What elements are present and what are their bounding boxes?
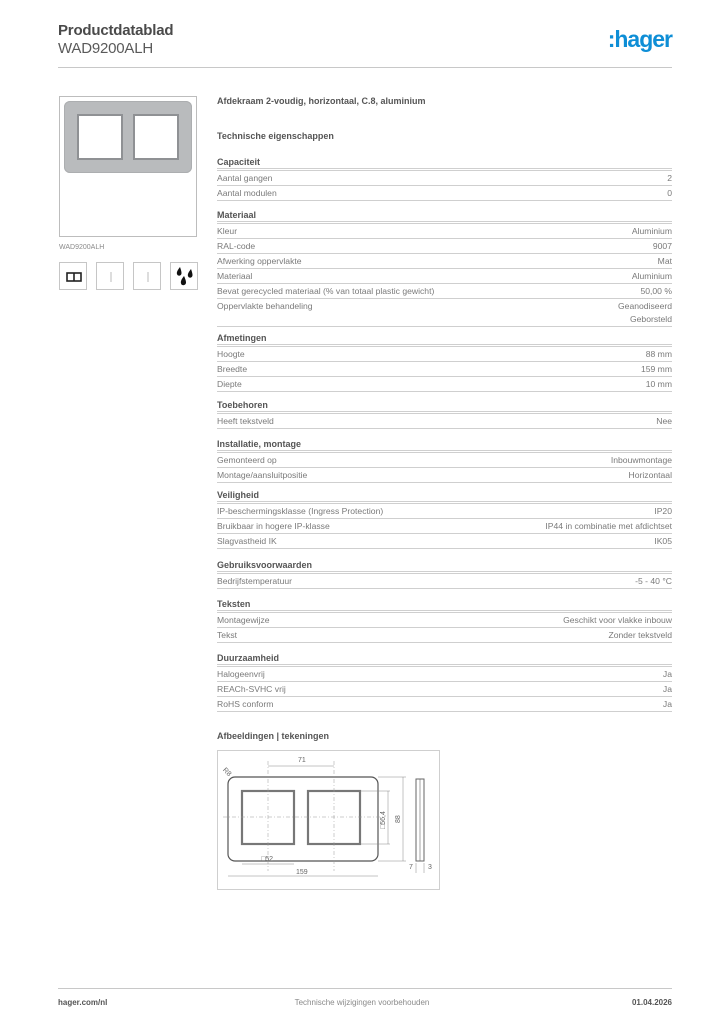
spec-value xyxy=(611,454,672,467)
spec-value xyxy=(646,348,672,361)
spec-label: RoHS conform xyxy=(217,699,274,709)
spec-value-line: 88 mm xyxy=(645,349,672,359)
spec-label: Bevat gerecycled materiaal (% van totaal plastic gewicht) xyxy=(217,286,435,296)
spec-value-line: Aluminium xyxy=(631,271,672,281)
drawings-title: Afbeeldingen | tekeningen xyxy=(217,731,330,741)
spec-value-line: 159 mm xyxy=(640,364,672,374)
spec-section xyxy=(217,559,672,589)
blank-module-icon xyxy=(96,262,124,290)
dim-height: 88 xyxy=(395,815,402,823)
dim-width: 159 xyxy=(296,869,308,876)
spec-value-line: 2 xyxy=(667,173,672,183)
spec-label: Slagvastheid IK xyxy=(217,536,277,546)
dim-depth-a: 7 xyxy=(409,864,413,871)
spec-value xyxy=(632,225,672,238)
spec-row xyxy=(217,697,672,712)
spec-label: IP-beschermingsklasse (Ingress Protection) xyxy=(217,506,384,516)
spec-value-line: Ja xyxy=(662,684,672,694)
disclaimer: Technische wijzigingen voorbehouden xyxy=(294,998,430,1007)
dim-opening-height: □56,4 xyxy=(380,811,387,829)
spec-row xyxy=(217,414,672,429)
spec-value xyxy=(663,698,672,711)
spec-value xyxy=(663,683,672,696)
spec-value xyxy=(618,300,672,326)
spec-label: Montage/aansluitpositie xyxy=(217,470,308,480)
frame-opening-right xyxy=(133,114,179,160)
section-title: Afmetingen xyxy=(217,332,672,347)
spec-value-line: Ja xyxy=(662,669,672,679)
spec-value-line: 10 mm xyxy=(645,379,672,389)
blank-module-icon xyxy=(133,262,161,290)
spec-value xyxy=(608,629,672,642)
spec-value xyxy=(632,270,672,283)
document-title: Productdatablad xyxy=(58,22,174,39)
spec-value-line: IP44 in combinatie met afdichtset xyxy=(545,521,672,531)
image-caption: WAD9200ALH xyxy=(59,244,105,251)
spec-value-line: Geborsteld xyxy=(629,314,672,324)
spec-value-line: 0 xyxy=(667,188,672,198)
section-title: Capaciteit xyxy=(217,156,672,171)
spec-section xyxy=(217,209,672,327)
spec-label: Heeft tekstveld xyxy=(217,416,274,426)
spec-label: Afwerking oppervlakte xyxy=(217,256,302,266)
spec-row xyxy=(217,224,672,239)
spec-value xyxy=(667,172,672,185)
spec-value xyxy=(646,378,672,391)
dim-radius: R8 xyxy=(221,766,233,779)
spec-value xyxy=(545,520,672,533)
spec-value xyxy=(563,614,672,627)
spec-label: Materiaal xyxy=(217,271,253,281)
spec-row xyxy=(217,468,672,483)
dim-pitch: 71 xyxy=(298,757,306,764)
spec-label: Bedrijfstemperatuur xyxy=(217,576,292,586)
section-title: Veiligheid xyxy=(217,489,672,504)
section-title: Installatie, montage xyxy=(217,438,672,453)
technical-drawing xyxy=(217,750,440,890)
spec-row xyxy=(217,186,672,201)
spec-section xyxy=(217,399,672,429)
spec-value-line: IP20 xyxy=(654,506,672,516)
spec-label: Hoogte xyxy=(217,349,245,359)
spec-value-line: Inbouwmontage xyxy=(610,455,672,465)
spec-row xyxy=(217,377,672,392)
spec-section xyxy=(217,652,672,712)
spec-row xyxy=(217,628,672,643)
section-title: Gebruiksvoorwaarden xyxy=(217,559,672,574)
spec-value xyxy=(653,240,672,253)
spec-value-line: Nee xyxy=(656,416,672,426)
spec-row xyxy=(217,347,672,362)
spec-value xyxy=(635,575,672,588)
feature-icons xyxy=(59,262,197,292)
section-title: Materiaal xyxy=(217,209,672,224)
spec-row xyxy=(217,667,672,682)
spec-label: Aantal modulen xyxy=(217,188,277,198)
spec-row xyxy=(217,574,672,589)
spec-row xyxy=(217,519,672,534)
spec-section xyxy=(217,489,672,549)
spec-label: Oppervlakte behandeling xyxy=(217,301,313,311)
spec-value-line: IK05 xyxy=(654,536,672,546)
spec-value-line: 9007 xyxy=(652,241,672,251)
double-frame-icon xyxy=(59,262,87,290)
product-image xyxy=(59,96,197,237)
technical-properties-title: Technische eigenschappen xyxy=(217,131,334,141)
dim-depth-b: 3 xyxy=(428,864,432,871)
spec-section xyxy=(217,332,672,392)
spec-label: Kleur xyxy=(217,226,238,236)
spec-row xyxy=(217,362,672,377)
spec-row xyxy=(217,239,672,254)
spec-value xyxy=(663,668,672,681)
spec-label: Bruikbaar in hogere IP-klasse xyxy=(217,521,330,531)
spec-value-line: Horizontaal xyxy=(628,470,672,480)
spec-value xyxy=(667,187,672,200)
header-divider xyxy=(58,67,672,68)
spec-row xyxy=(217,269,672,284)
spec-value-line: Aluminium xyxy=(631,226,672,236)
spec-label: Montagewijze xyxy=(217,615,270,625)
water-drops-icon xyxy=(170,262,198,290)
document-date: 01.04.2026 xyxy=(631,998,672,1007)
frame-opening-left xyxy=(77,114,123,160)
spec-row xyxy=(217,254,672,269)
section-title: Duurzaamheid xyxy=(217,652,672,667)
spec-label: Gemonteerd op xyxy=(217,455,277,465)
spec-section xyxy=(217,156,672,201)
spec-row xyxy=(217,284,672,299)
spec-value xyxy=(658,255,672,268)
spec-label: REACh-SVHC vrij xyxy=(217,684,286,694)
spec-value-line: Zonder tekstveld xyxy=(608,630,672,640)
spec-label: Diepte xyxy=(217,379,242,389)
spec-value-line: Mat xyxy=(657,256,672,266)
spec-value xyxy=(656,415,672,428)
spec-row xyxy=(217,453,672,468)
spec-value-line: Geanodiseerd xyxy=(618,301,672,311)
spec-row xyxy=(217,534,672,549)
spec-section xyxy=(217,598,672,643)
dim-opening: □52 xyxy=(261,856,274,863)
spec-value-line: 50,00 % xyxy=(640,286,672,296)
product-code: WAD9200ALH xyxy=(58,40,153,57)
spec-label: Aantal gangen xyxy=(217,173,273,183)
spec-row xyxy=(217,299,672,327)
hager-logo: :hager xyxy=(607,26,672,52)
spec-row xyxy=(217,682,672,697)
spec-value-line: Ja xyxy=(662,699,672,709)
spec-label: Tekst xyxy=(217,630,238,640)
cover-frame-illustration xyxy=(64,101,192,173)
spec-section xyxy=(217,438,672,483)
spec-value xyxy=(640,285,672,298)
spec-label: RAL-code xyxy=(217,241,256,251)
spec-row xyxy=(217,171,672,186)
spec-value-line: Geschikt voor vlakke inbouw xyxy=(563,615,672,625)
spec-label: Breedte xyxy=(217,364,248,374)
spec-value xyxy=(641,363,672,376)
spec-row xyxy=(217,504,672,519)
footer-divider xyxy=(58,988,672,989)
spec-label: Halogeenvrij xyxy=(217,669,265,679)
spec-value xyxy=(654,505,672,518)
spec-value xyxy=(654,535,672,548)
product-description: Afdekraam 2-voudig, horizontaal, C.8, aluminium xyxy=(217,96,426,106)
section-title: Teksten xyxy=(217,598,672,613)
website-link[interactable]: hager.com/nl xyxy=(58,998,108,1007)
spec-value xyxy=(629,469,672,482)
page-header xyxy=(58,20,672,70)
spec-row xyxy=(217,613,672,628)
spec-value-line: -5 - 40 °C xyxy=(635,576,672,586)
section-title: Toebehoren xyxy=(217,399,672,414)
